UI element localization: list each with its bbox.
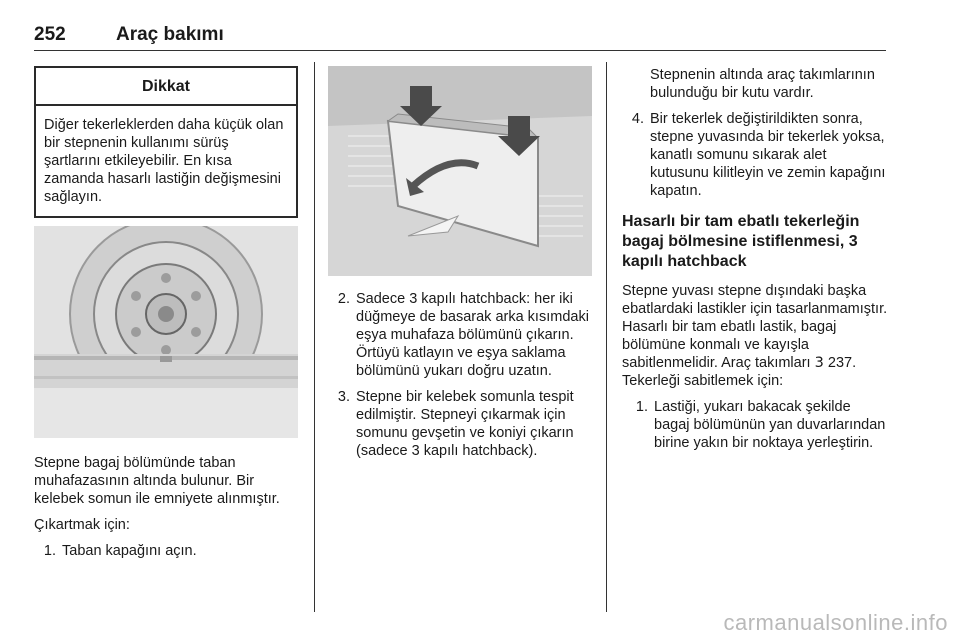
header-rule	[34, 50, 886, 51]
step-number: 1.	[635, 399, 648, 415]
warning-body: Diğer tekerleklerden daha küçük olan bir stepnenin kullanımı sürüş şartlarını etkileyebilir. En kısa zamanda hasarlı lastiğin değişmesini sağlayın.	[44, 117, 284, 205]
warning-title: Dikkat	[36, 68, 296, 106]
watermark: carmanualsonline.info	[723, 610, 948, 635]
step-text: Sadece 3 kapılı hatchback: her iki düğmeye de basarak arka kısımdaki eşya muhafaza bölümünü çıkarın. Örtüyü katlayın ve eşya saklama bölümünü yukarı doğru uzatın.	[356, 291, 589, 379]
left-column	[34, 66, 298, 568]
list-item	[34, 542, 298, 560]
left-paragraph: Stepne bagaj bölümünde taban muhafazasının altında bulunur. Bir kelebek somun ile emniyete alınmıştır.	[34, 455, 280, 507]
column-divider	[606, 62, 607, 612]
spacer	[622, 66, 650, 102]
list-item-continued	[622, 66, 888, 102]
middle-column	[328, 66, 592, 468]
step-text: Stepne bir kelebek somunla tespit edilmiştir. Stepneyi çıkarmak için somunu gevşetin ve koniyi çıkarın (sadece 3 kapılı hatchback).	[356, 389, 574, 459]
left-paragraph-2: Çıkartmak için:	[34, 517, 130, 533]
step-number: 3.	[337, 389, 350, 405]
page-ref[interactable]: 237	[827, 355, 853, 371]
step-number: 1.	[43, 543, 56, 559]
step-number: 2.	[337, 291, 350, 307]
right-paragraph	[622, 282, 888, 390]
warning-box	[34, 66, 298, 218]
page-number: 252	[34, 24, 66, 45]
list-item	[328, 388, 592, 460]
paragraph-text: . Tekerleği sabitlemek için:	[622, 355, 857, 389]
column-divider	[314, 62, 315, 612]
section-heading: Hasarlı bir tam ebatlı tekerleğin bagaj bölmesine istiflenmesi, 3 kapılı hatchback	[622, 213, 860, 270]
step-text: Taban kapağını açın.	[62, 543, 197, 559]
paragraph-text: Stepne yuvası stepne dışındaki başka ebatlardaki lastikler için tasarlanmamıştır. Hasarlı bir tam ebatlı lastik, bagaj bölümüne konmalı ve kayışla sabitlenmelidir. Araç takımları	[622, 283, 888, 371]
step-text: Stepnenin altında araç takımlarının bulunduğu bir kutu vardır.	[650, 67, 875, 101]
spare-wheel-image	[34, 226, 298, 438]
storage-compartment-image	[328, 66, 592, 276]
page-title: Araç bakımı	[116, 24, 224, 45]
step-text: Bir tekerlek değiştirildikten sonra, stepne yuvasında bir tekerlek yoksa, kanatlı somunu sıkarak alet kutusunu kilitleyin ve zemin kapağını kapatın.	[650, 111, 886, 199]
list-item	[328, 290, 592, 380]
list-item	[622, 110, 888, 200]
page-header	[34, 24, 224, 46]
step-number: 4.	[631, 111, 644, 127]
page-ref-arrow-icon: 3	[814, 355, 824, 371]
right-column	[622, 66, 888, 460]
list-item	[622, 398, 888, 452]
step-text: Lastiği, yukarı bakacak şekilde bagaj bölümünün yan duvarlarından birine yakın bir noktaya yerleştirin.	[654, 399, 886, 451]
